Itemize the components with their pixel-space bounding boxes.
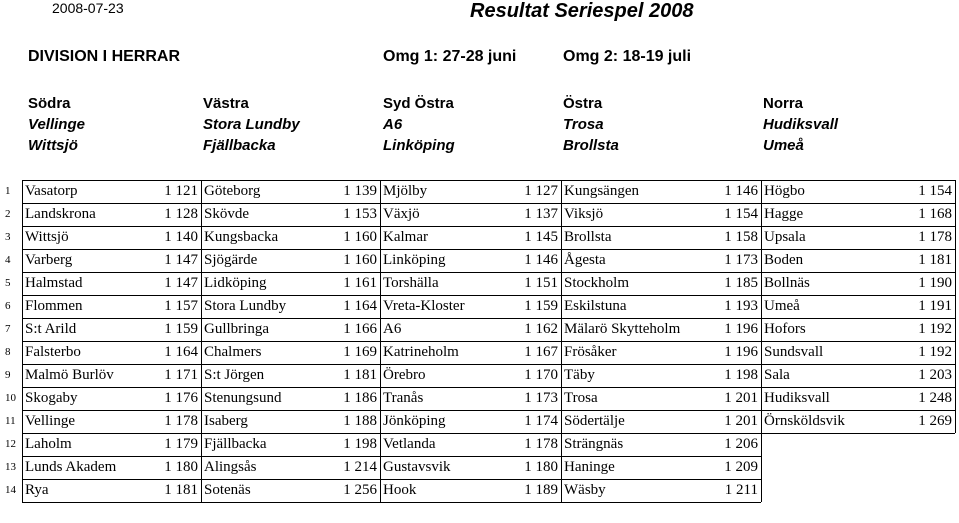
table-row (0, 433, 959, 456)
group-header-norra (763, 93, 838, 156)
team-name-sodra: Skogaby (25, 390, 78, 406)
group-header-ostra (563, 93, 619, 156)
table-row (0, 364, 959, 387)
team-score-syd-ostra: 1 145 (524, 229, 558, 245)
team-name-norra: Upsala (764, 229, 806, 245)
round-1-date: Omg 1: 27-28 juni (383, 48, 517, 65)
team-name-sodra: Falsterbo (25, 344, 81, 360)
row-number: 4 (5, 254, 11, 266)
team-score-sodra: 1 147 (164, 252, 198, 268)
table-row (0, 295, 959, 318)
team-name-syd-ostra: Jönköping (383, 413, 446, 429)
team-name-norra: Bollnäs (764, 275, 810, 291)
row-divider (22, 272, 955, 273)
team-score-norra: 1 190 (918, 275, 952, 291)
table-row (0, 341, 959, 364)
group-venue-2: Umeå (763, 137, 804, 154)
team-name-norra: Sala (764, 367, 790, 383)
team-score-norra: 1 154 (918, 183, 952, 199)
team-score-ostra: 1 158 (724, 229, 758, 245)
row-divider (22, 387, 955, 388)
row-number: 14 (5, 484, 16, 496)
team-score-syd-ostra: 1 159 (524, 298, 558, 314)
row-divider (22, 318, 955, 319)
team-score-norra: 1 191 (918, 298, 952, 314)
team-name-ostra: Stockholm (564, 275, 630, 291)
team-name-sodra: Flommen (25, 298, 83, 314)
group-region: Norra (763, 95, 804, 112)
row-divider (22, 203, 955, 204)
table-row (0, 180, 959, 203)
group-header-sodra (28, 93, 85, 156)
team-name-vastra: Lidköping (204, 275, 267, 291)
team-score-sodra: 1 176 (164, 390, 198, 406)
row-number: 13 (5, 461, 16, 473)
row-number: 5 (5, 277, 11, 289)
group-venue-2: Fjällbacka (203, 137, 276, 154)
team-name-vastra: Fjällbacka (204, 436, 267, 452)
report-date: 2008-07-23 (52, 0, 124, 16)
team-score-syd-ostra: 1 170 (524, 367, 558, 383)
team-name-vastra: Göteborg (204, 183, 261, 199)
team-score-vastra: 1 164 (343, 298, 377, 314)
team-name-ostra: Södertälje (564, 413, 625, 429)
group-header-vastra (203, 93, 300, 156)
round-2-date: Omg 2: 18-19 juli (563, 48, 692, 65)
team-name-sodra: Vellinge (25, 413, 75, 429)
row-number: 6 (5, 300, 11, 312)
team-score-syd-ostra: 1 173 (524, 390, 558, 406)
team-name-ostra: Täby (564, 367, 595, 383)
team-name-ostra: Frösåker (564, 344, 617, 360)
team-score-sodra: 1 128 (164, 206, 198, 222)
team-score-vastra: 1 256 (343, 482, 377, 498)
row-divider (22, 502, 761, 503)
team-score-sodra: 1 179 (164, 436, 198, 452)
group-venue-2: Brollsta (563, 137, 619, 154)
team-name-norra: Boden (764, 252, 804, 268)
row-number: 2 (5, 208, 11, 220)
team-name-ostra: Wäsby (564, 482, 606, 498)
team-name-syd-ostra: Kalmar (383, 229, 428, 245)
row-divider (22, 410, 955, 411)
team-name-vastra: Sotenäs (204, 482, 251, 498)
group-region: Västra (203, 95, 249, 112)
table-row (0, 410, 959, 433)
team-score-sodra: 1 164 (164, 344, 198, 360)
team-name-sodra: Varberg (25, 252, 73, 268)
row-divider (22, 249, 955, 250)
team-name-ostra: Ågesta (564, 252, 606, 268)
team-score-syd-ostra: 1 180 (524, 459, 558, 475)
team-name-sodra: Laholm (25, 436, 72, 452)
team-score-ostra: 1 154 (724, 206, 758, 222)
team-score-syd-ostra: 1 146 (524, 252, 558, 268)
team-name-syd-ostra: Vreta-Kloster (383, 298, 465, 314)
team-score-sodra: 1 180 (164, 459, 198, 475)
team-score-ostra: 1 196 (724, 344, 758, 360)
team-score-sodra: 1 171 (164, 367, 198, 383)
team-score-norra: 1 248 (918, 390, 952, 406)
table-row (0, 479, 959, 502)
team-score-syd-ostra: 1 127 (524, 183, 558, 199)
team-score-ostra: 1 209 (724, 459, 758, 475)
team-score-sodra: 1 121 (164, 183, 198, 199)
column-divider (380, 180, 381, 502)
team-score-vastra: 1 153 (343, 206, 377, 222)
team-name-sodra: Vasatorp (25, 183, 78, 199)
team-name-syd-ostra: Hook (383, 482, 417, 498)
team-name-vastra: Alingsås (204, 459, 257, 475)
table-row (0, 226, 959, 249)
team-name-vastra: S:t Jörgen (204, 367, 265, 383)
team-name-sodra: Landskrona (25, 206, 96, 222)
team-score-ostra: 1 146 (724, 183, 758, 199)
team-score-syd-ostra: 1 162 (524, 321, 558, 337)
team-name-syd-ostra: Gustavsvik (383, 459, 451, 475)
team-score-norra: 1 192 (918, 344, 952, 360)
table-row (0, 456, 959, 479)
division-label: DIVISION I HERRAR (28, 48, 181, 65)
team-score-norra: 1 269 (918, 413, 952, 429)
team-score-ostra: 1 173 (724, 252, 758, 268)
team-score-vastra: 1 186 (343, 390, 377, 406)
team-name-sodra: Rya (25, 482, 49, 498)
team-name-vastra: Sjögärde (204, 252, 258, 268)
row-number: 3 (5, 231, 11, 243)
table-row (0, 387, 959, 410)
team-score-ostra: 1 185 (724, 275, 758, 291)
team-name-norra: Hofors (764, 321, 806, 337)
team-name-vastra: Stenungsund (204, 390, 282, 406)
group-venue-1: Vellinge (28, 116, 85, 133)
team-score-vastra: 1 214 (343, 459, 377, 475)
team-name-vastra: Kungsbacka (204, 229, 279, 245)
team-score-vastra: 1 181 (343, 367, 377, 383)
team-name-syd-ostra: Örebro (383, 367, 426, 383)
team-name-ostra: Haninge (564, 459, 615, 475)
team-name-ostra: Strängnäs (564, 436, 624, 452)
team-score-ostra: 1 198 (724, 367, 758, 383)
team-score-vastra: 1 161 (343, 275, 377, 291)
report-title: Resultat Seriespel 2008 (470, 0, 694, 22)
row-divider (22, 295, 955, 296)
row-divider (22, 364, 955, 365)
team-name-syd-ostra: Tranås (383, 390, 424, 406)
row-divider (22, 341, 955, 342)
group-venue-2: Linköping (383, 137, 455, 154)
team-score-syd-ostra: 1 178 (524, 436, 558, 452)
team-score-ostra: 1 201 (724, 390, 758, 406)
team-score-ostra: 1 211 (724, 482, 758, 498)
team-name-syd-ostra: A6 (383, 321, 402, 337)
team-name-norra: Umeå (764, 298, 800, 314)
row-number: 12 (5, 438, 16, 450)
team-score-norra: 1 181 (918, 252, 952, 268)
table-row (0, 249, 959, 272)
team-name-syd-ostra: Växjö (383, 206, 420, 222)
row-number: 9 (5, 369, 11, 381)
team-name-syd-ostra: Katrineholm (383, 344, 459, 360)
team-score-sodra: 1 147 (164, 275, 198, 291)
group-region: Syd Östra (383, 95, 454, 112)
team-name-vastra: Chalmers (204, 344, 262, 360)
team-name-norra: Hudiksvall (764, 390, 830, 406)
row-divider (22, 180, 955, 181)
team-name-sodra: Wittsjö (25, 229, 69, 245)
column-divider (761, 180, 762, 502)
column-divider (561, 180, 562, 502)
team-name-syd-ostra: Vetlanda (383, 436, 436, 452)
row-number: 1 (5, 185, 11, 197)
team-score-norra: 1 168 (918, 206, 952, 222)
team-name-vastra: Gullbringa (204, 321, 269, 337)
group-region: Södra (28, 95, 71, 112)
team-name-ostra: Trosa (564, 390, 598, 406)
team-name-ostra: Kungsängen (564, 183, 639, 199)
team-name-syd-ostra: Linköping (383, 252, 446, 268)
team-name-vastra: Stora Lundby (204, 298, 287, 314)
row-divider (22, 433, 955, 434)
column-divider (22, 180, 23, 502)
row-divider (22, 226, 955, 227)
team-score-vastra: 1 198 (343, 436, 377, 452)
group-header-syd-ostra (383, 93, 455, 156)
team-score-syd-ostra: 1 167 (524, 344, 558, 360)
team-name-norra: Högbo (764, 183, 805, 199)
team-score-vastra: 1 169 (343, 344, 377, 360)
team-name-ostra: Viksjö (564, 206, 604, 222)
team-name-vastra: Skövde (204, 206, 249, 222)
team-score-syd-ostra: 1 151 (524, 275, 558, 291)
team-score-vastra: 1 139 (343, 183, 377, 199)
row-number: 10 (5, 392, 16, 404)
team-name-ostra: Brollsta (564, 229, 612, 245)
team-score-ostra: 1 201 (724, 413, 758, 429)
group-region: Östra (563, 95, 603, 112)
team-score-ostra: 1 206 (724, 436, 758, 452)
column-divider (201, 180, 202, 502)
team-name-sodra: S:t Arild (25, 321, 77, 337)
row-divider (22, 456, 761, 457)
team-score-ostra: 1 193 (724, 298, 758, 314)
team-score-syd-ostra: 1 189 (524, 482, 558, 498)
group-venue-2: Wittsjö (28, 137, 78, 154)
team-name-norra: Sundsvall (764, 344, 824, 360)
team-score-vastra: 1 166 (343, 321, 377, 337)
team-score-syd-ostra: 1 174 (524, 413, 558, 429)
team-name-sodra: Halmstad (25, 275, 83, 291)
table-row (0, 203, 959, 226)
team-name-syd-ostra: Mjölby (383, 183, 428, 199)
table-row (0, 272, 959, 295)
team-score-syd-ostra: 1 137 (524, 206, 558, 222)
team-score-norra: 1 192 (918, 321, 952, 337)
row-number: 7 (5, 323, 11, 335)
table-row (0, 318, 959, 341)
team-score-norra: 1 203 (918, 367, 952, 383)
row-number: 11 (5, 415, 16, 427)
team-score-sodra: 1 178 (164, 413, 198, 429)
team-score-sodra: 1 140 (164, 229, 198, 245)
group-venue-1: Hudiksvall (763, 116, 839, 133)
team-name-sodra: Malmö Burlöv (25, 367, 114, 383)
group-venue-1: Stora Lundby (203, 116, 300, 133)
group-venue-1: Trosa (563, 116, 604, 133)
team-name-norra: Hagge (764, 206, 804, 222)
team-name-ostra: Mälarö Skytteholm (564, 321, 681, 337)
team-score-vastra: 1 160 (343, 252, 377, 268)
team-name-sodra: Lunds Akadem (25, 459, 117, 475)
team-name-ostra: Eskilstuna (564, 298, 627, 314)
group-venue-1: A6 (383, 116, 403, 133)
team-name-vastra: Isaberg (204, 413, 248, 429)
team-score-sodra: 1 159 (164, 321, 198, 337)
team-score-sodra: 1 181 (164, 482, 198, 498)
column-divider (955, 180, 956, 433)
team-score-vastra: 1 160 (343, 229, 377, 245)
team-name-norra: Örnsköldsvik (764, 413, 845, 429)
team-score-norra: 1 178 (918, 229, 952, 245)
team-name-syd-ostra: Torshälla (383, 275, 439, 291)
team-score-ostra: 1 196 (724, 321, 758, 337)
row-number: 8 (5, 346, 11, 358)
row-divider (22, 479, 761, 480)
team-score-sodra: 1 157 (164, 298, 198, 314)
team-score-vastra: 1 188 (343, 413, 377, 429)
